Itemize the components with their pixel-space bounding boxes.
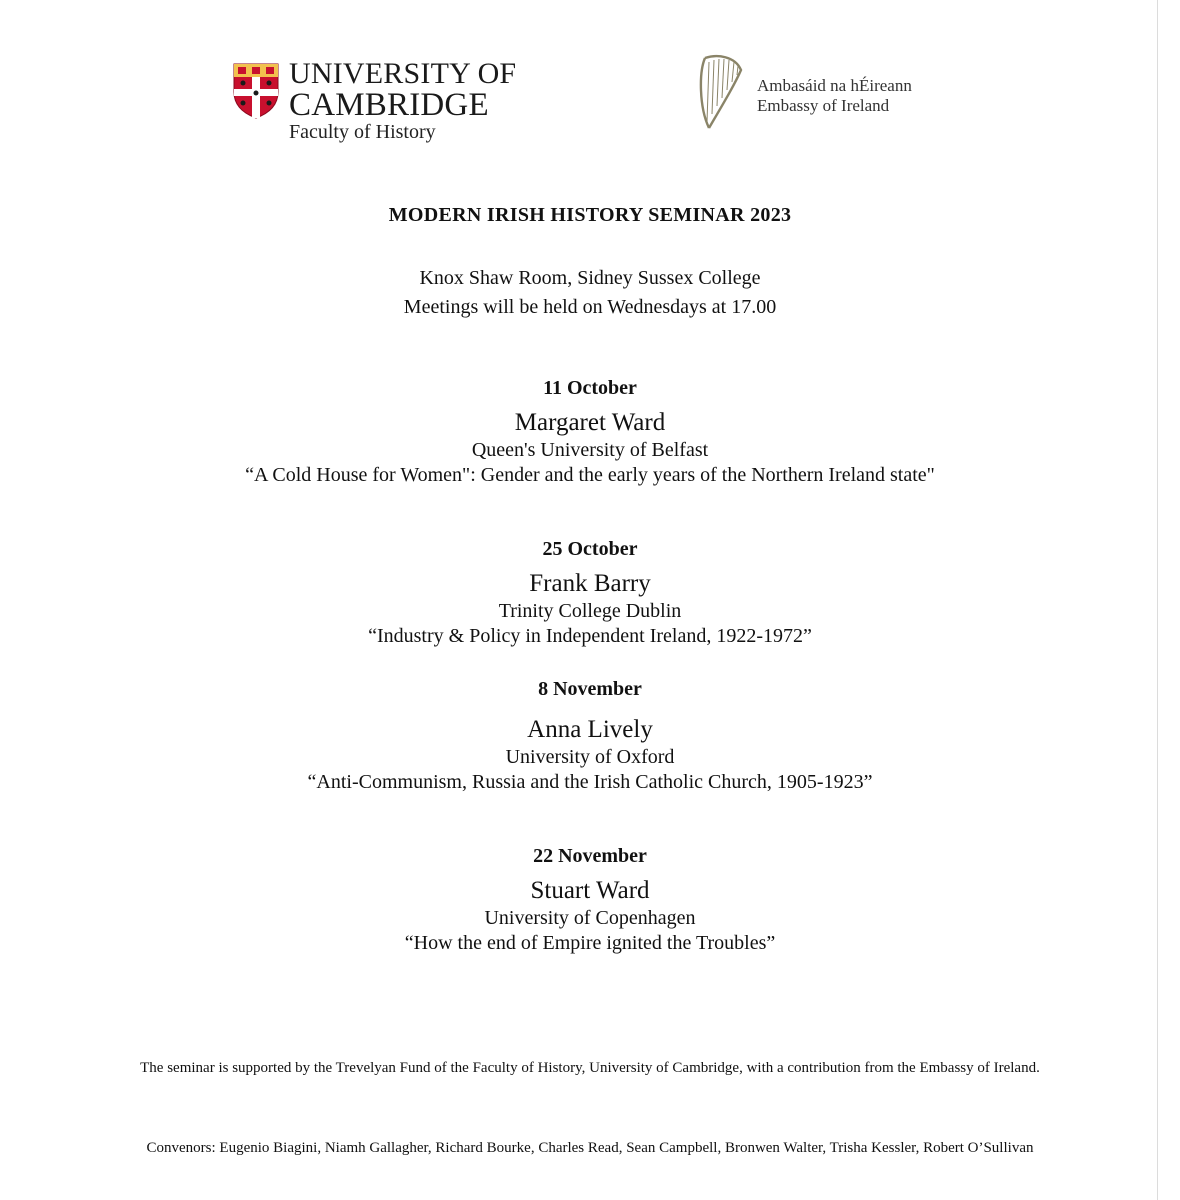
session-speaker: Margaret Ward <box>514 409 666 436</box>
cambridge-shield-icon <box>232 62 280 120</box>
session-date: 22 November <box>533 845 647 867</box>
session-talk: “Anti-Communism, Russia and the Irish Catholic Church, 1905-1923” <box>307 771 873 793</box>
venue-block <box>0 264 1180 322</box>
session-talk: “Industry & Policy in Independent Ireland, 1922-1972” <box>368 625 812 647</box>
session <box>0 376 1180 488</box>
session <box>0 537 1180 649</box>
session <box>0 677 1180 795</box>
schedule-line: Meetings will be held on Wednesdays at 17.00 <box>403 296 777 318</box>
session-institution: Trinity College Dublin <box>498 600 682 622</box>
venue-line: Knox Shaw Room, Sidney Sussex College <box>419 267 761 289</box>
session-date: 25 October <box>542 538 638 560</box>
ireland-logo <box>695 52 965 132</box>
ireland-logo-line1: Ambasáid na hÉireann <box>757 76 912 95</box>
session-speaker: Frank Barry <box>529 570 651 597</box>
session-date: 8 November <box>538 678 642 700</box>
ireland-logo-line2: Embassy of Ireland <box>757 96 890 115</box>
harp-icon <box>695 52 747 132</box>
session-institution: University of Oxford <box>505 746 675 768</box>
session <box>0 844 1180 956</box>
cambridge-logo-line2: CAMBRIDGE <box>289 87 489 123</box>
session-speaker: Stuart Ward <box>530 877 650 904</box>
session-talk: “A Cold House for Women": Gender and the early years of the Northern Ireland state" <box>245 464 935 486</box>
session-institution: Queen's University of Belfast <box>471 439 709 461</box>
page-title: MODERN IRISH HISTORY SEMINAR 2023 <box>388 204 792 226</box>
session-date: 11 October <box>543 377 637 399</box>
convenors-note: Convenors: Eugenio Biagini, Niamh Gallagher, Richard Bourke, Charles Read, Sean Campbell, Bronwen Walter, Trisha Kessler, Robert O’Sullivan <box>146 1140 1034 1156</box>
ireland-logo-text <box>757 76 912 116</box>
session-speaker: Anna Lively <box>527 716 653 743</box>
cambridge-logo-line1: UNIVERSITY OF <box>289 57 517 90</box>
cambridge-logo <box>232 57 517 148</box>
session-institution: University of Copenhagen <box>484 907 696 929</box>
cambridge-logo-sub: Faculty of History <box>289 121 436 143</box>
support-note: The seminar is supported by the Trevelyan Fund of the Faculty of History, University of Cambridge, with a contribution from the Embassy of Ireland. <box>140 1060 1040 1076</box>
session-talk: “How the end of Empire ignited the Troubles” <box>404 932 776 954</box>
